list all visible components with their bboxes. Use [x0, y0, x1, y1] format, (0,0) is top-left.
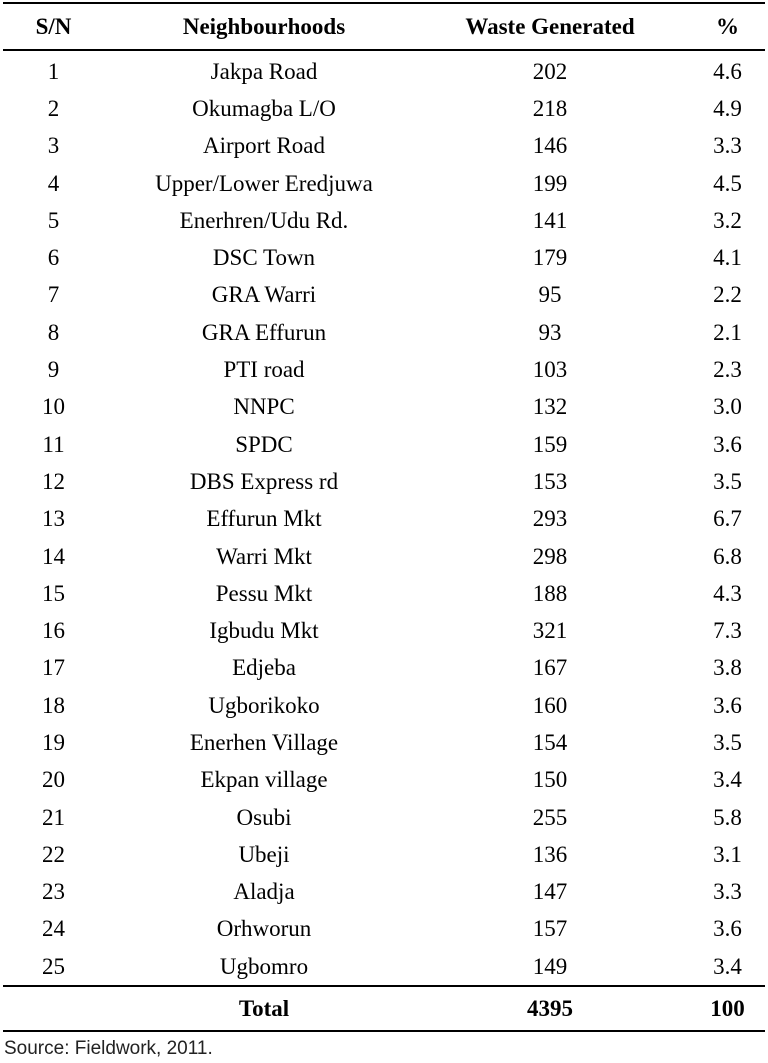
row-percent-cell: 3.1 [713, 841, 742, 867]
row-waste-cell: 154 [532, 729, 568, 755]
row-neighbourhood-cell: Ugbomro [219, 953, 309, 979]
table-row [3, 239, 765, 276]
row-sn-cell: 20 [42, 767, 65, 793]
row-waste-cell: 218 [532, 95, 568, 121]
table-row [3, 426, 765, 463]
row-percent-cell: 4.9 [713, 95, 742, 121]
row-percent-cell: 3.3 [713, 133, 742, 159]
row-sn-cell: 13 [42, 506, 65, 532]
table-row [3, 948, 765, 986]
table-row [3, 90, 765, 127]
row-percent-cell: 2.3 [713, 357, 742, 383]
row-percent-cell: 3.2 [713, 207, 742, 233]
row-waste-cell: 255 [532, 804, 568, 830]
header-row [3, 3, 765, 50]
table-row [3, 724, 765, 761]
row-neighbourhood-cell: Effurun Mkt [206, 506, 322, 532]
row-sn-cell: 8 [47, 319, 60, 345]
row-waste-cell: 150 [532, 767, 568, 793]
row-neighbourhood-cell: GRA Warri [211, 282, 317, 308]
header-percent: % [676, 3, 765, 50]
row-waste-cell: 147 [532, 879, 568, 905]
row-sn-cell: 7 [47, 282, 60, 308]
row-waste-cell: 199 [532, 170, 568, 196]
table-row [3, 538, 765, 575]
row-sn-cell: 22 [42, 841, 65, 867]
row-sn-cell: 1 [47, 58, 60, 84]
total-percent: 100 [676, 986, 765, 1031]
row-neighbourhood-cell: Igbudu Mkt [209, 618, 319, 644]
source-note: Source: Fieldwork, 2011. [4, 1038, 213, 1059]
total-sn-cell [3, 986, 104, 1031]
table-row [3, 128, 765, 165]
row-neighbourhood-cell: Ekpan village [200, 767, 328, 793]
row-neighbourhood-cell: GRA Effurun [201, 319, 327, 345]
row-percent-cell: 4.3 [713, 580, 742, 606]
table-row [3, 389, 765, 426]
row-neighbourhood-cell: Edjeba [232, 655, 296, 681]
row-waste-cell: 202 [532, 58, 568, 84]
row-neighbourhood-cell: PTI road [223, 357, 305, 383]
row-sn-cell: 9 [47, 357, 60, 383]
row-neighbourhood-cell: Warri Mkt [216, 543, 312, 569]
table-footer [3, 986, 765, 1031]
row-percent-cell: 3.6 [713, 692, 742, 718]
row-sn-cell: 6 [47, 245, 60, 271]
row-sn-cell: 21 [42, 804, 65, 830]
row-percent-cell: 7.3 [713, 618, 742, 644]
header-neighbourhoods: Neighbourhoods [104, 3, 424, 50]
total-waste: 4395 [424, 986, 676, 1031]
table-row [3, 762, 765, 799]
header-sn: S/N [3, 3, 104, 50]
row-sn-cell: 2 [47, 95, 60, 121]
header-waste-generated: Waste Generated [424, 3, 676, 50]
row-waste-cell: 149 [532, 953, 568, 979]
row-waste-cell: 159 [532, 431, 568, 457]
row-percent-cell: 2.1 [713, 319, 742, 345]
row-waste-cell: 321 [532, 618, 568, 644]
row-sn-cell: 12 [42, 468, 65, 494]
row-sn-cell: 18 [42, 692, 65, 718]
row-neighbourhood-cell: Osubi [236, 804, 292, 830]
table-body [3, 50, 765, 986]
table-row [3, 911, 765, 948]
row-percent-cell: 4.5 [713, 170, 742, 196]
row-sn-cell: 5 [47, 207, 60, 233]
row-percent-cell: 3.6 [713, 916, 742, 942]
row-percent-cell: 3.4 [713, 953, 742, 979]
row-sn-cell: 23 [42, 879, 65, 905]
row-sn-cell: 19 [42, 729, 65, 755]
row-percent-cell: 6.7 [713, 506, 742, 532]
table-row [3, 463, 765, 500]
row-neighbourhood-cell: Ugborikoko [208, 692, 320, 718]
row-percent-cell: 6.8 [713, 543, 742, 569]
table-row [3, 202, 765, 239]
table-row [3, 50, 765, 90]
row-waste-cell: 95 [538, 282, 562, 308]
total-row [3, 986, 765, 1031]
total-label: Total [104, 986, 424, 1031]
row-waste-cell: 141 [532, 207, 568, 233]
waste-table [3, 2, 765, 1032]
row-sn-cell: 10 [42, 394, 65, 420]
table-row [3, 799, 765, 836]
row-sn-cell: 3 [47, 133, 60, 159]
table-header [3, 3, 765, 50]
table-row [3, 687, 765, 724]
row-neighbourhood-cell: DSC Town [212, 245, 316, 271]
row-waste-cell: 160 [532, 692, 568, 718]
row-percent-cell: 3.0 [713, 394, 742, 420]
row-waste-cell: 167 [532, 655, 568, 681]
row-neighbourhood-cell: NNPC [233, 394, 295, 420]
row-percent-cell: 3.8 [713, 655, 742, 681]
row-waste-cell: 136 [532, 841, 568, 867]
row-sn-cell: 15 [42, 580, 65, 606]
row-percent-cell: 3.4 [713, 767, 742, 793]
row-waste-cell: 157 [532, 916, 568, 942]
row-sn-cell: 14 [42, 543, 65, 569]
row-neighbourhood-cell: Pessu Mkt [215, 580, 313, 606]
row-neighbourhood-cell: Aladja [233, 879, 295, 905]
table-row [3, 165, 765, 202]
table-row [3, 650, 765, 687]
row-percent-cell: 3.5 [713, 468, 742, 494]
row-percent-cell: 2.2 [713, 282, 742, 308]
row-sn-cell: 11 [42, 431, 65, 457]
row-neighbourhood-cell: SPDC [235, 431, 293, 457]
row-waste-cell: 103 [532, 357, 568, 383]
row-percent-cell: 4.1 [713, 245, 742, 271]
row-neighbourhood-cell: DBS Express rd [189, 468, 339, 494]
row-neighbourhood-cell: Enerhren/Udu Rd. [179, 207, 349, 233]
row-waste-cell: 146 [532, 133, 568, 159]
row-neighbourhood-cell: Enerhen Village [189, 729, 339, 755]
row-waste-cell: 93 [538, 319, 562, 345]
row-sn-cell: 17 [42, 655, 65, 681]
row-waste-cell: 132 [532, 394, 568, 420]
row-percent-cell: 3.5 [713, 729, 742, 755]
row-waste-cell: 293 [532, 506, 568, 532]
row-neighbourhood-cell: Jakpa Road [210, 58, 318, 84]
row-neighbourhood-cell: Orhworun [216, 916, 312, 942]
table-row [3, 277, 765, 314]
row-neighbourhood-cell: Airport Road [202, 133, 325, 159]
row-waste-cell: 298 [532, 543, 568, 569]
row-percent-cell: 3.6 [713, 431, 742, 457]
table-row [3, 836, 765, 873]
row-waste-cell: 179 [532, 245, 568, 271]
row-sn-cell: 24 [42, 916, 65, 942]
table-row [3, 575, 765, 612]
row-percent-cell: 5.8 [713, 804, 742, 830]
table-row [3, 501, 765, 538]
table-row [3, 351, 765, 388]
row-neighbourhood-cell: Upper/Lower Eredjuwa [155, 170, 373, 196]
row-waste-cell: 153 [532, 468, 568, 494]
row-neighbourhood-cell: Ubeji [238, 841, 290, 867]
row-sn-cell: 16 [42, 618, 65, 644]
row-percent-cell: 4.6 [713, 58, 742, 84]
row-sn-cell: 25 [42, 953, 65, 979]
row-percent-cell: 3.3 [713, 879, 742, 905]
table-row [3, 874, 765, 911]
row-waste-cell: 188 [532, 580, 568, 606]
table-row [3, 314, 765, 351]
row-neighbourhood-cell: Okumagba L/O [192, 95, 336, 121]
row-sn-cell: 4 [47, 170, 60, 196]
table-row [3, 612, 765, 649]
